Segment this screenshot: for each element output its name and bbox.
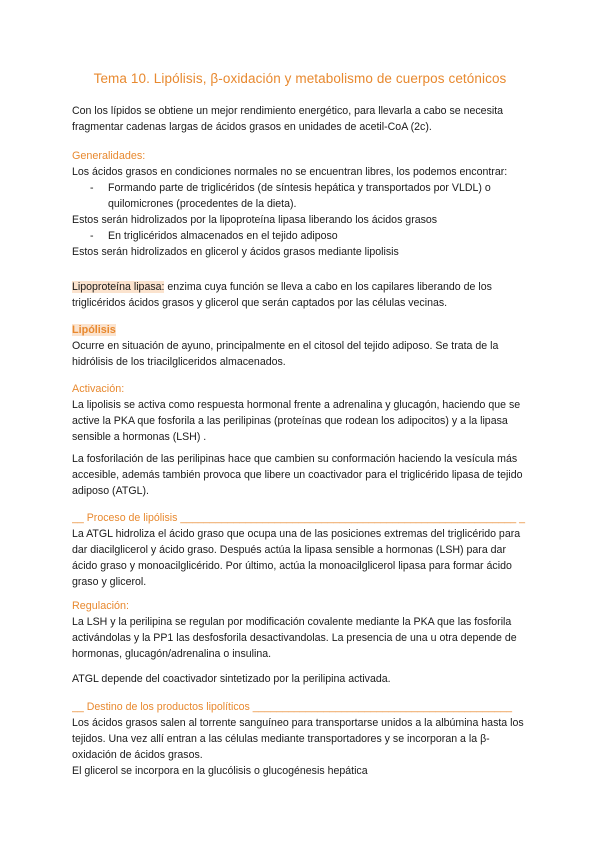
list-item	[72, 228, 532, 244]
regulacion-p1: La LSH y la perilipina se regulan por modificación covalente mediante la PKA que las fosforila activándolas y la PP1 las desfosforila desactivandolas. La presencia de una u otra depende de hormonas, glucagón/adrenalina o insulina.	[72, 616, 517, 660]
activacion-p1: La lipolisis se activa como respuesta hormonal frente a adrenalina y glucagón, haciendo que se active la PKA que fosforila a las perilipinas (proteínas que rodean los adipocitos) y a la lipasa sensible a hormonas (LSH) .	[72, 399, 521, 443]
lipolisis-heading-text: Lipólisis	[72, 324, 116, 336]
lpl-term: Lipoproteína lipasa:	[72, 281, 165, 293]
bullet-text: Formando parte de triglicéridos (de síntesis hepática y transportados por VLDL) o quilomicrones (procedentes de la dieta).	[108, 182, 491, 210]
regulacion-p2: ATGL depende del coactivador sintetizado por la perilipina activada.	[72, 673, 391, 685]
activacion-p2: La fosforilación de las perilipinas hace que cambien su conformación haciendo la vesícula más accesible, además también provoca que libere un coactivador para el triglicérido lipasa de tejido adiposo (ATGL).	[72, 453, 523, 497]
destino-p1: Los ácidos grasos salen al torrente sanguíneo para transportarse unidos a la albúmina hasta los tejidos. Una vez allí entran a las células mediante transportadores y se incorporan a la β-oxidación de ácidos grasos.	[72, 717, 524, 761]
bullet-text: En triglicéridos almacenados en el tejido adiposo	[108, 230, 338, 242]
lipolisis-text: Ocurre en situación de ayuno, principalmente en el citosol del tejido adiposo. Se trata de la hidrólisis de los triacilgliceridos almacenados.	[72, 340, 499, 368]
section-activacion	[72, 381, 532, 445]
regulacion-p2-block	[72, 671, 532, 687]
activacion-p2-block	[72, 451, 532, 499]
proceso-heading: __ Proceso de lipólisis _________________________________________________________ _	[72, 512, 526, 524]
lpl-text: enzima cuya función se lleva a cabo en los capilares liberando de los triglicéridos ácidos grasos y glicerol que serán captados por las células vecinas.	[72, 281, 492, 309]
section-regulacion	[72, 598, 532, 662]
generalidades-p3: Estos serán hidrolizados en glicerol y ácidos grasos mediante lipolisis	[72, 246, 399, 258]
generalidades-p2: Estos serán hidrolizados por la lipoproteína lipasa liberando los ácidos grasos	[72, 214, 438, 226]
section-generalidades	[72, 148, 532, 260]
generalidades-heading: Generalidades:	[72, 150, 146, 162]
destino-p2: El glicerol se incorpora en la glucólisis o glucogénesis hepática	[72, 765, 368, 777]
generalidades-p1: Los ácidos grasos en condiciones normales no se encuentran libres, los podemos encontrar:	[72, 166, 508, 178]
bullet-dash: -	[90, 182, 94, 194]
intro-paragraph	[72, 103, 532, 135]
destino-heading: __ Destino de los productos lipolíticos ____________________________________________	[72, 701, 513, 713]
list-item	[72, 180, 532, 212]
section-destino	[72, 699, 532, 779]
activacion-heading: Activación:	[72, 383, 125, 395]
proceso-text: La ATGL hidroliza el ácido graso que ocupa una de las posiciones extremas del triglicérido para dar diacilglicerol y ácido graso. Después actúa la lipasa sensible a hormonas (LSH) para dar ácido graso y monoacilglicérido. Por último, actúa la monoacilglicerol lipasa para formar ácido graso y glicerol.	[72, 528, 521, 588]
section-lipolisis	[72, 322, 532, 370]
section-proceso	[72, 510, 532, 590]
bullet-dash: -	[90, 230, 94, 242]
lpl-paragraph	[72, 279, 532, 311]
lipolisis-heading	[72, 322, 532, 338]
section-lpl	[72, 279, 532, 311]
intro-text: Con los lípidos se obtiene un mejor rendimiento energético, para llevarla a cabo se necesita fragmentar cadenas largas de ácidos grasos en unidades de acetil-CoA (2c).	[72, 105, 504, 133]
page-title: Tema 10. Lipólisis, β-oxidación y metabolismo de cuerpos cetónicos	[93, 71, 507, 86]
regulacion-heading: Regulación:	[72, 600, 130, 612]
